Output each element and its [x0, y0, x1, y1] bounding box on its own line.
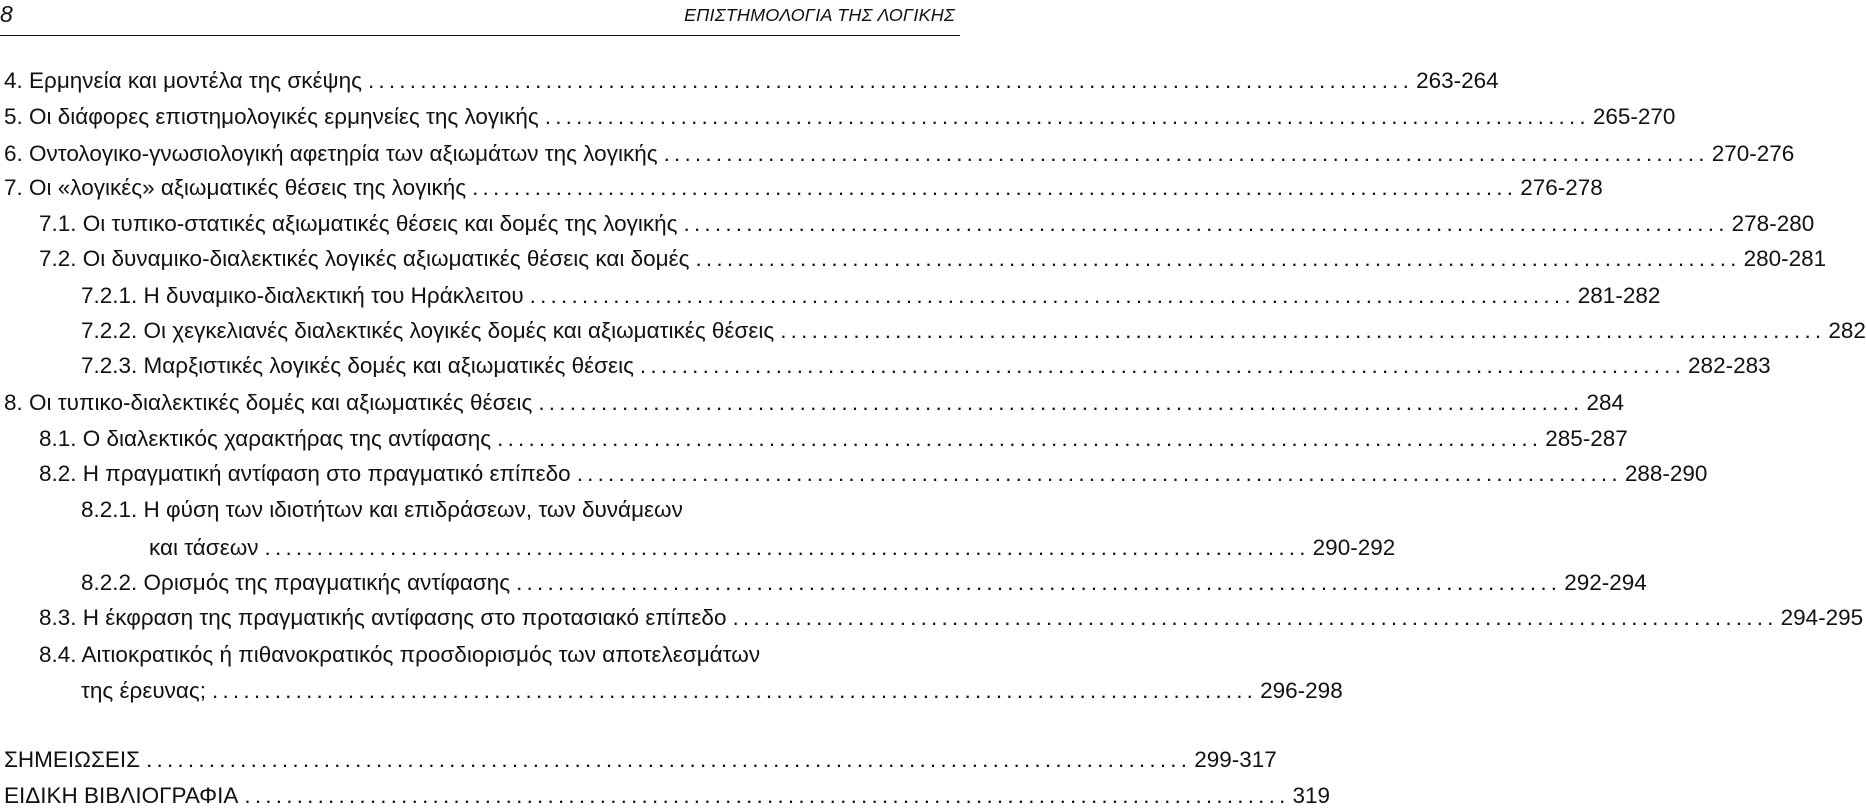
toc-entry-8-4: 8.4. Αιτιοκρατικός ή πιθανοκρατικός προσδιορισμός των αποτελεσμάτων — [39, 642, 761, 667]
toc-entry-8-3: 8.3. Η έκφραση της πραγματικής αντίφασης στο προτασιακό επίπεδο .................................................................................................... 294-295 — [39, 605, 1864, 630]
toc-entry-4: 4. Ερμηνεία και μοντέλα της σκέψης .................................................................................................... 263-264 — [4, 68, 1499, 93]
toc-entry-7-2-3: 7.2.3. Μαρξιστικές λογικές δομές και αξιωματικές θέσεις .................................................................................................... 282-283 — [81, 353, 1771, 378]
toc-entry-7-1: 7.1. Οι τυπικο-στατικές αξιωματικές θέσεις και δομές της λογικής .................................................................................................... 278-280 — [39, 211, 1815, 236]
toc-entry-8-1: 8.1. Ο διαλεκτικός χαρακτήρας της αντίφασης .................................................................................................... 285-287 — [39, 426, 1628, 451]
toc-entry-8-2-2: 8.2.2. Ορισμός της πραγματικής αντίφασης .................................................................................................... 292-294 — [81, 570, 1647, 595]
toc-entry-8-4-cont: της έρευνας; .................................................................................................... 296-298 — [81, 678, 1343, 703]
toc-entry-8-2-1: 8.2.1. Η φύση των ιδιοτήτων και επιδράσεων, των δυνάμεων — [81, 497, 683, 522]
toc-entry-7: 7. Οι «λογικές» αξιωματικές θέσεις της λογικής .................................................................................................... 276-278 — [4, 175, 1603, 200]
toc-entry-8: 8. Οι τυπικο-διαλεκτικές δομές και αξιωματικές θέσεις .................................................................................................... 284 — [4, 390, 1625, 415]
toc-entry-7-2-2: 7.2.2. Οι χεγκελιανές διαλεκτικές λογικές δομές και αξιωματικές θέσεις .................................................................................................... 282 — [81, 318, 1866, 343]
header-rule — [0, 35, 960, 36]
toc-entry-8-2: 8.2. Η πραγματική αντίφαση στο πραγματικό επίπεδο .................................................................................................... 288-290 — [39, 461, 1708, 486]
toc-entry-6: 6. Οντολογικο-γνωσιολογική αφετηρία των αξιωμάτων της λογικής .................................................................................................... 270-276 — [4, 141, 1795, 166]
toc-entry-7-2: 7.2. Οι δυναμικο-διαλεκτικές λογικές αξιωματικές θέσεις και δομές .................................................................................................... 280-281 — [39, 246, 1827, 271]
running-head: ΕΠΙΣΤΗΜΟΛΟΓΙΑ ΤΗΣ ΛΟΓΙΚΗΣ — [684, 5, 955, 25]
toc-entry-5: 5. Οι διάφορες επιστημολογικές ερμηνείες της λογικής .................................................................................................... 265-270 — [4, 104, 1676, 129]
toc-entry-8-2-1-cont: και τάσεων .................................................................................................... 290-292 — [149, 535, 1396, 560]
toc-entry-7-2-1: 7.2.1. Η δυναμικο-διαλεκτική του Ηράκλειτου .................................................................................................... 281-282 — [81, 283, 1661, 308]
toc-entry-bibliography: ΕΙΔΙΚΗ ΒΙΒΛΙΟΓΡΑΦΙΑ .................................................................................................... 319 — [4, 783, 1331, 808]
toc-entry-notes: ΣΗΜΕΙΩΣΕΙΣ .................................................................................................... 299-317 — [4, 747, 1277, 772]
page-number: 8 — [0, 1, 13, 27]
